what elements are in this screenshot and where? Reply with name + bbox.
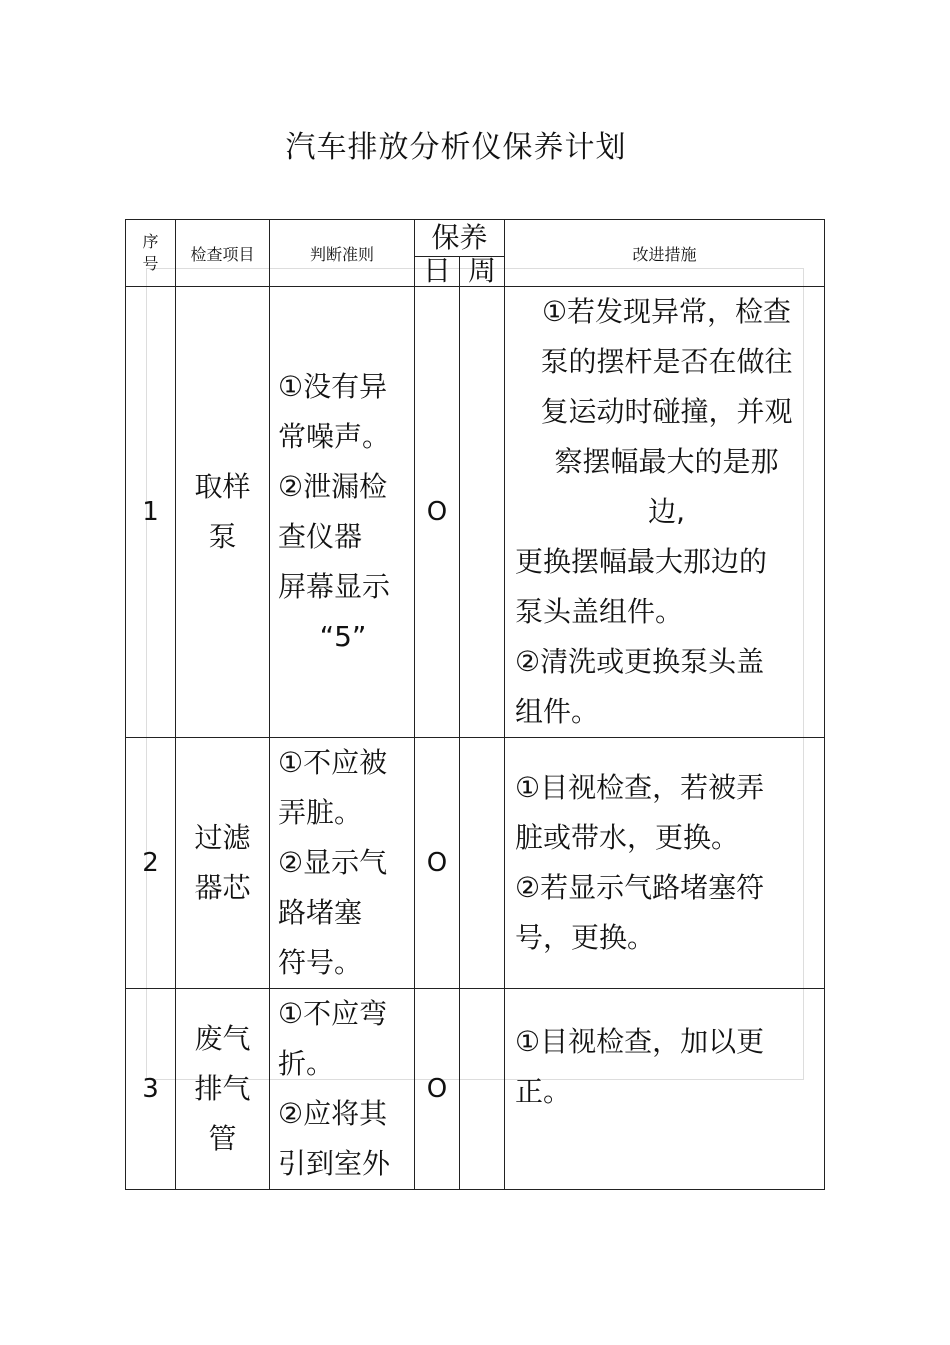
check-item: 废气 排气 管 (176, 989, 270, 1190)
improvement: ①目视检查，若被弄 脏或带水，更换。 ②若显示气路堵塞符 号，更换。 (505, 738, 825, 989)
header-improvement: 改进措施 (505, 220, 825, 287)
week-mark (460, 738, 505, 989)
header-item: 检查项目 (176, 220, 270, 287)
criteria: ①不应弯 折。 ②应将其 引到室外 (270, 989, 415, 1190)
row-number: 1 (126, 287, 176, 738)
day-mark: O (415, 738, 460, 989)
header-no: 序号 (126, 220, 176, 287)
week-mark (460, 989, 505, 1190)
week-mark (460, 287, 505, 738)
table-row (126, 287, 825, 738)
improvement: ①目视检查，加以更 正。 (505, 989, 825, 1190)
row-number: 2 (126, 738, 176, 989)
maintenance-table (125, 219, 825, 1190)
page-title: 汽车排放分析仪保养计划 (285, 130, 627, 165)
row-number: 3 (126, 989, 176, 1190)
improvement: ①若发现异常，检查 泵的摆杆是否在做往 复运动时碰撞，并观 察摆幅最大的是那 边, 更换摆幅最大那边的 泵头盖组件。 ②清洗或更换泵头盖 组件。 (505, 287, 825, 738)
check-item: 取样 泵 (176, 287, 270, 738)
header-day: 日 (415, 257, 460, 287)
header-week: 周 (460, 257, 505, 287)
header-maintenance: 保养 (415, 220, 505, 257)
check-item: 过滤 器芯 (176, 738, 270, 989)
table-row (126, 738, 825, 989)
header-criteria: 判断准则 (270, 220, 415, 287)
table-row (126, 989, 825, 1190)
day-mark: O (415, 989, 460, 1190)
day-mark: O (415, 287, 460, 738)
criteria: ①不应被 弄脏。 ②显示气 路堵塞 符号。 (270, 738, 415, 989)
criteria: ①没有异 常噪声。 ②泄漏检 查仪器 屏幕显示 “5” (270, 287, 415, 738)
